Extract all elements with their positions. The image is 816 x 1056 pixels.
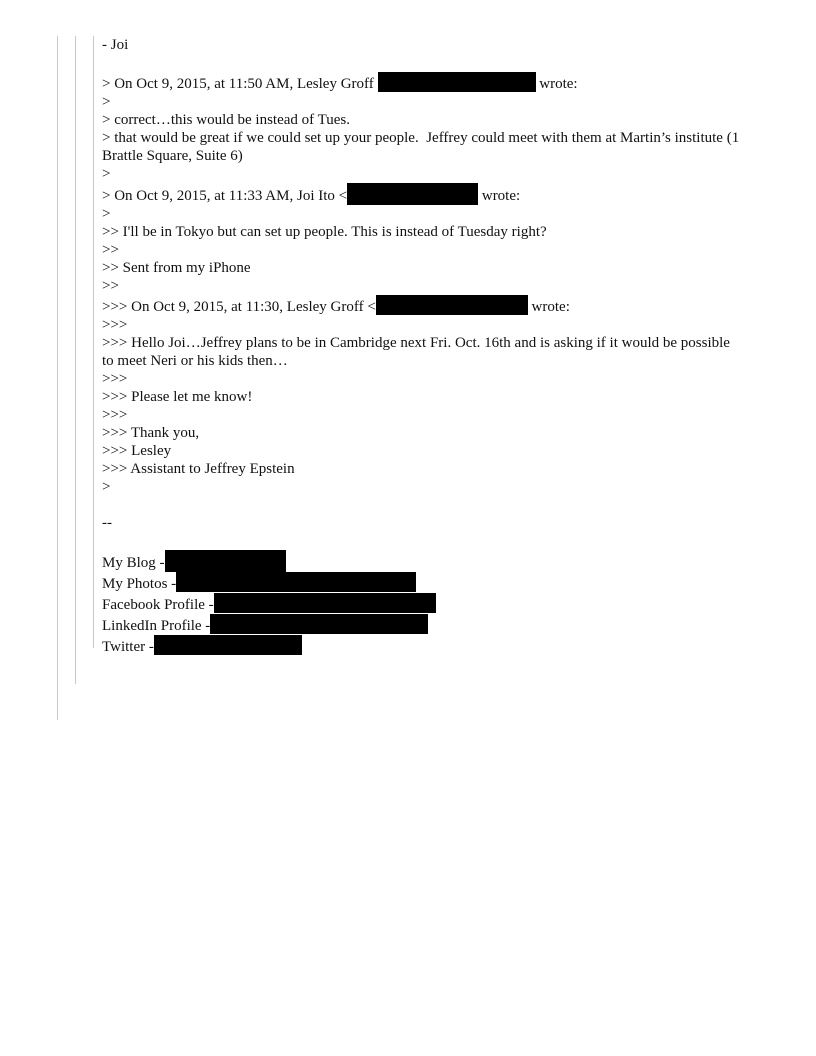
redacted-link — [214, 593, 436, 613]
quote-bar-outer — [57, 36, 58, 720]
quoted-header-suffix: wrote: — [478, 188, 521, 204]
quoted-header-text: > On Oct 9, 2015, at 11:50 AM, Lesley Groff — [102, 76, 378, 92]
redacted-email — [378, 72, 536, 92]
quoted-line: >> — [102, 242, 119, 258]
signature-twitter — [102, 635, 742, 656]
quoted-line: >>> — [102, 407, 128, 423]
blank-line — [102, 496, 742, 514]
redacted-link — [165, 550, 286, 572]
quoted-line: >> I'll be in Tokyo but can set up people. This is instead of Tuesday right? — [102, 224, 547, 240]
quoted-line: >>> — [102, 317, 128, 333]
quoted-line: >> Sent from my iPhone — [102, 260, 251, 276]
redacted-email — [376, 295, 528, 315]
quoted-line: > — [102, 94, 111, 110]
quoted-line: >>> Lesley — [102, 443, 172, 459]
redacted-email — [347, 183, 478, 205]
quoted-header-joi-1133 — [102, 183, 742, 205]
signature-linkedin — [102, 614, 742, 635]
quote-bar-inner — [93, 36, 94, 648]
quote-bar-middle — [75, 36, 76, 684]
quoted-line: > — [102, 206, 111, 222]
email-body — [102, 36, 742, 656]
signature-facebook — [102, 593, 742, 614]
quoted-line: > that would be great if we could set up your people. Jeffrey could meet with them at Martin’s institute (1 Brattle Square, Suite 6) — [102, 130, 743, 164]
quoted-header-suffix: wrote: — [535, 76, 578, 92]
blank-line — [102, 54, 742, 72]
quoted-line: > correct…this would be instead of Tues. — [102, 112, 351, 128]
signature-blog — [102, 550, 742, 572]
signature-label: My Photos - — [102, 576, 177, 592]
quoted-header-text: >>> On Oct 9, 2015, at 11:30, Lesley Groff < — [102, 299, 376, 315]
quoted-line: >>> — [102, 371, 128, 387]
signature-photos — [102, 572, 742, 593]
signature-label: Twitter - — [102, 639, 154, 655]
signature-separator: -- — [102, 515, 112, 531]
quoted-header-text: > On Oct 9, 2015, at 11:33 AM, Joi Ito < — [102, 188, 348, 204]
quoted-header-suffix: wrote: — [527, 299, 570, 315]
quoted-header-lesley-1150 — [102, 72, 742, 93]
quoted-line: >>> Assistant to Jeffrey Epstein — [102, 461, 295, 477]
quoted-line: >>> Please let me know! — [102, 389, 253, 405]
signature-label: Facebook Profile - — [102, 597, 214, 613]
quoted-line: > — [102, 166, 111, 182]
redacted-link — [210, 614, 428, 634]
quoted-header-lesley-1130 — [102, 295, 742, 316]
redacted-link — [154, 635, 302, 655]
signature-label: LinkedIn Profile - — [102, 618, 211, 634]
redacted-link — [176, 572, 416, 592]
closing-line: - Joi — [102, 37, 129, 53]
quoted-line: >>> Thank you, — [102, 425, 200, 441]
quoted-line: > — [102, 479, 111, 495]
signature-label: My Blog - — [102, 555, 165, 571]
blank-line — [102, 532, 742, 550]
quoted-line: >> — [102, 278, 119, 294]
quoted-line: >>> Hello Joi…Jeffrey plans to be in Cambridge next Fri. Oct. 16th and is asking if it would be possible to meet Neri or his kids then… — [102, 335, 734, 369]
